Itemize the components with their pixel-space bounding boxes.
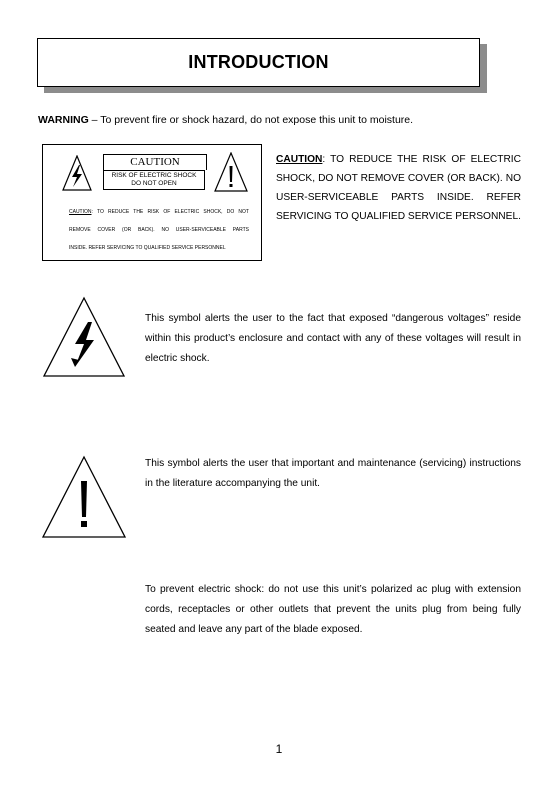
- lightning-triangle-icon: [62, 155, 92, 191]
- caution-label-small-1: CAUTION: TO REDUCE THE RISK OF ELECTRIC SHOCK, DO NOT: [69, 209, 249, 215]
- title-box: [37, 38, 480, 87]
- caution-label-box: [42, 144, 262, 261]
- exclamation-symbol-text: This symbol alerts the user that important and maintenance (servicing) instructions in the literature accompanying the unit.: [145, 458, 521, 489]
- caution-paragraph: [276, 150, 521, 226]
- caution-label-word: CAUTION: [103, 154, 207, 170]
- page-title: INTRODUCTION: [188, 52, 329, 72]
- warning-text: – To prevent fire or shock hazard, do not expose this unit to moisture.: [88, 114, 414, 126]
- risk-of-shock-label: [103, 170, 205, 190]
- warning-label: WARNING: [38, 114, 89, 126]
- lightning-triangle-icon: [42, 296, 126, 378]
- caution-label-small-2: REMOVE COVER (OR BACK). NO USER-SERVICEABLE PARTS: [69, 227, 249, 233]
- caution-label-small-3: INSIDE. REFER SERVICING TO QUALIFIED SERVICE PERSONNEL: [69, 245, 226, 251]
- caution-body: : TO REDUCE THE RISK OF ELECTRIC SHOCK, DO NOT REMOVE COVER (OR BACK). NO USER-SERVICEABLE PARTS INSIDE. REFER SERVICING TO QUALIFIED SERVICE PERSONNEL.: [276, 154, 521, 222]
- caution-label-center: [103, 154, 205, 190]
- exclamation-triangle-icon: [41, 455, 127, 539]
- lightning-symbol-text: This symbol alerts the user to the fact that exposed “dangerous voltages” reside within this product’s enclosure and contact with any of these voltages will result in electric shock.: [145, 313, 521, 364]
- warning-line: [38, 114, 413, 126]
- exclamation-triangle-icon: [214, 152, 248, 192]
- page-number: 1: [275, 742, 283, 756]
- risk-line-1: RISK OF ELECTRIC SHOCK: [111, 172, 197, 179]
- plug-warning-text: To prevent electric shock: do not use this unit’s polarized ac plug with extension cords, receptacles or other outlets that prevent the units plug from being fully seated and leave any part of the blade exposed.: [145, 584, 521, 635]
- caution-label-small-lead: CAUTION: [69, 209, 92, 215]
- caution-lead: CAUTION: [276, 154, 323, 165]
- risk-line-2: DO NOT OPEN: [131, 180, 177, 187]
